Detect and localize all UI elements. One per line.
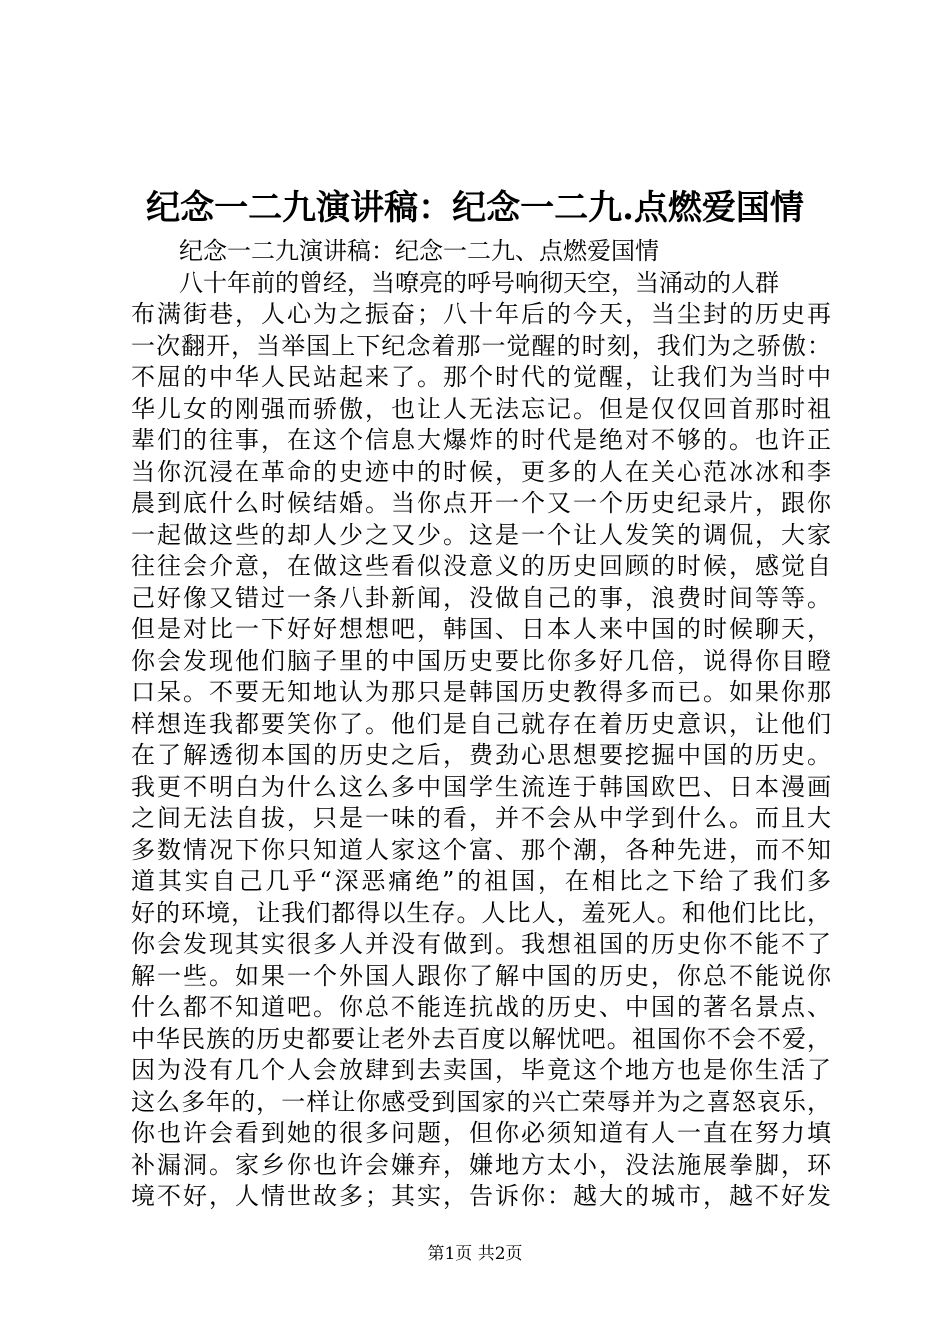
paragraph-line: 好的环境，让我们都得以生存。人比人，羞死人。和他们比比， — [131, 898, 831, 927]
paragraph-line: 多数情况下你只知道人家这个富、那个潮，各种先进，而不知 — [131, 835, 831, 864]
paragraph-line: 中华民族的历史都要让老外去百度以解忧吧。祖国你不会不爱， — [131, 1024, 831, 1053]
paragraph-line: 因为没有几个人会放肆到去卖国，毕竟这个地方也是你生活了 — [131, 1056, 831, 1084]
paragraph-line: 之间无法自拔，只是一味的看，并不会从中学到什么。而且大 — [131, 804, 831, 832]
paragraph-line: 往往会介意，在做这些看似没意义的历史回顾的时候，感觉自 — [131, 552, 831, 580]
paragraph-line: 我更不明白为什么这么多中国学生流连于韩国欧巴、日本漫画 — [131, 772, 831, 801]
paragraph-line: 辈们的往事，在这个信息大爆炸的时代是绝对不够的。也许正 — [131, 426, 831, 454]
paragraph-line: 境不好，人情世故多；其实，告诉你：越大的城市，越不好发 — [131, 1182, 831, 1210]
paragraph-line: 八十年前的曾经，当嘹亮的呼号响彻天空，当涌动的人群 — [179, 268, 779, 297]
paragraph-line: 一次翻开，当举国上下纪念着那一觉醒的时刻，我们为之骄傲： — [131, 331, 831, 360]
page-number-footer: 第1页 共2页 — [427, 1244, 523, 1264]
paragraph-line: 道其实自己几乎“深恶痛绝”的祖国，在相比之下给了我们多 — [131, 867, 831, 895]
paragraph-line: 不屈的中华人民站起来了。那个时代的觉醒，让我们为当时中 — [131, 363, 831, 391]
paragraph-line: 一起做这些的却人少之又少。这是一个让人发笑的调侃，大家 — [131, 520, 831, 549]
paragraph-line: 晨到底什么时候结婚。当你点开一个又一个历史纪录片，跟你 — [131, 489, 831, 517]
paragraph-line: 己好像又错过一条八卦新闻，没做自己的事，浪费时间等等。 — [131, 583, 831, 612]
document-title: 纪念一二九演讲稿：纪念一二九.点燃爱国情 — [146, 188, 804, 228]
document-body — [131, 236, 831, 1213]
paragraph-line: 你会发现其实很多人并没有做到。我想祖国的历史你不能不了 — [131, 930, 831, 958]
paragraph-line: 当你沉浸在革命的史迹中的时候，更多的人在关心范冰冰和李 — [131, 457, 831, 486]
paragraph-line: 解一些。如果一个外国人跟你了解中国的历史，你总不能说你 — [131, 961, 831, 990]
paragraph-line: 你也许会看到她的很多问题，但你必须知道有人一直在努力填 — [131, 1119, 831, 1147]
paragraph-line: 布满街巷，人心为之振奋；八十年后的今天，当尘封的历史再 — [131, 300, 831, 328]
paragraph-line: 华儿女的刚强而骄傲，也让人无法忘记。但是仅仅回首那时祖 — [131, 394, 831, 423]
paragraph-line: 什么都不知道吧。你总不能连抗战的历史、中国的著名景点、 — [131, 993, 831, 1021]
paragraph-line: 但是对比一下好好想想吧，韩国、日本人来中国的时候聊天， — [131, 615, 831, 643]
paragraph-line: 补漏洞。家乡你也许会嫌弃，嫌地方太小，没法施展拳脚，环 — [131, 1150, 831, 1179]
paragraph-line: 你会发现他们脑子里的中国历史要比你多好几倍，说得你目瞪 — [131, 646, 831, 675]
paragraph-line: 在了解透彻本国的历史之后，费劲心思想要挖掘中国的历史。 — [131, 741, 831, 769]
paragraph-line: 这么多年的，一样让你感受到国家的兴亡荣辱并为之喜怒哀乐， — [131, 1087, 831, 1116]
paragraph-line: 样想连我都要笑你了。他们是自己就存在着历史意识，让他们 — [131, 709, 831, 738]
subtitle-line: 纪念一二九演讲稿：纪念一二九、点燃爱国情 — [179, 237, 659, 265]
paragraph-line: 口呆。不要无知地认为那只是韩国历史教得多而已。如果你那 — [131, 678, 831, 706]
